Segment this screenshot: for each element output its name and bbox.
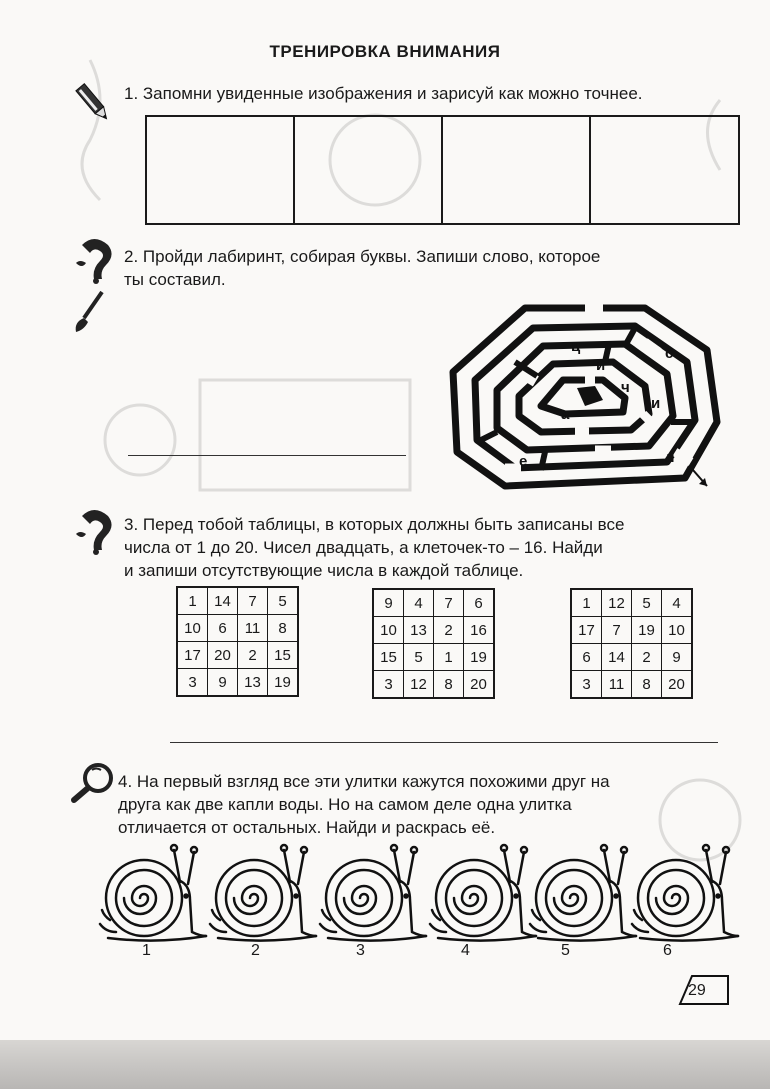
page-edge-shadow bbox=[0, 1040, 770, 1089]
maze-letter: ц bbox=[571, 338, 581, 355]
table-cell: 19 bbox=[464, 644, 495, 671]
table-cell: 11 bbox=[238, 615, 268, 642]
number-table-2 bbox=[372, 588, 495, 699]
drawing-box-3[interactable] bbox=[443, 117, 591, 223]
page-number: 29 bbox=[688, 982, 706, 999]
table-cell: 16 bbox=[464, 617, 495, 644]
table-cell: 4 bbox=[404, 589, 434, 617]
table-cell: 15 bbox=[373, 644, 404, 671]
table-cell: 14 bbox=[208, 587, 238, 615]
drawing-box-1[interactable] bbox=[147, 117, 295, 223]
table-cell: 9 bbox=[662, 644, 693, 671]
snail-number-3: 3 bbox=[356, 942, 365, 959]
snail-number-4: 4 bbox=[461, 942, 470, 959]
snail-4[interactable] bbox=[428, 840, 540, 944]
table-cell: 8 bbox=[268, 615, 299, 642]
snail-5[interactable] bbox=[528, 840, 640, 944]
drawing-box-2[interactable] bbox=[295, 117, 443, 223]
table-cell: 3 bbox=[177, 669, 208, 697]
maze-letter: е bbox=[519, 453, 528, 470]
table-cell: 5 bbox=[268, 587, 299, 615]
snail-6[interactable] bbox=[630, 840, 742, 944]
table-cell: 20 bbox=[464, 671, 495, 699]
table-cell: 5 bbox=[404, 644, 434, 671]
table-cell: 19 bbox=[632, 617, 662, 644]
snail-number-6: 6 bbox=[663, 942, 672, 959]
number-table-1 bbox=[176, 586, 299, 697]
table-cell: 10 bbox=[662, 617, 693, 644]
table-cell: 12 bbox=[404, 671, 434, 699]
table-cell: 7 bbox=[238, 587, 268, 615]
task2-text-line1: 2. Пройди лабиринт, собирая буквы. Запиши слово, которое bbox=[124, 247, 601, 266]
maze-letter: и bbox=[651, 395, 661, 412]
task2-text-line2: ты составил. bbox=[124, 270, 226, 289]
maze-letter: с bbox=[665, 345, 674, 362]
table-cell: 14 bbox=[602, 644, 632, 671]
task3-text-line3: и запиши отсутствующие числа в каждой таблице. bbox=[124, 561, 524, 580]
table-cell: 1 bbox=[571, 589, 602, 617]
table-cell: 13 bbox=[238, 669, 268, 697]
maze-letter: и bbox=[596, 357, 606, 374]
table-cell: 9 bbox=[373, 589, 404, 617]
table-cell: 10 bbox=[373, 617, 404, 644]
task3-answer-line[interactable] bbox=[170, 742, 718, 743]
table-cell: 1 bbox=[177, 587, 208, 615]
task2-answer-line[interactable] bbox=[128, 455, 406, 456]
drawing-boxes[interactable] bbox=[145, 115, 740, 225]
table-cell: 3 bbox=[373, 671, 404, 699]
table-cell: 7 bbox=[434, 589, 464, 617]
snail-number-1: 1 bbox=[142, 942, 151, 959]
maze-letter: ч bbox=[621, 379, 630, 396]
magnifier-icon bbox=[70, 760, 118, 804]
drawing-box-4[interactable] bbox=[591, 117, 738, 223]
task3-text-line2: числа от 1 до 20. Чисел двадцать, а клеточек-то – 16. Найди bbox=[124, 538, 603, 557]
table-cell: 5 bbox=[632, 589, 662, 617]
table-cell: 2 bbox=[434, 617, 464, 644]
table-cell: 17 bbox=[571, 617, 602, 644]
task4-text-line3: отличается от остальных. Найди и раскрась её. bbox=[118, 818, 496, 837]
table-cell: 12 bbox=[602, 589, 632, 617]
table-cell: 20 bbox=[208, 642, 238, 669]
table-cell: 13 bbox=[404, 617, 434, 644]
table-cell: 7 bbox=[602, 617, 632, 644]
number-table-3 bbox=[570, 588, 693, 699]
maze-letter: л bbox=[665, 449, 675, 466]
table-cell: 1 bbox=[434, 644, 464, 671]
table-cell: 6 bbox=[208, 615, 238, 642]
brush-icon bbox=[72, 290, 108, 334]
pencil-icon bbox=[74, 82, 114, 124]
table-cell: 2 bbox=[238, 642, 268, 669]
table-cell: 8 bbox=[434, 671, 464, 699]
table-cell: 15 bbox=[268, 642, 299, 669]
snail-2[interactable] bbox=[208, 840, 320, 944]
snail-number-2: 2 bbox=[251, 942, 260, 959]
task4-text-line2: друга как две капли воды. Но на самом деле одна улитка bbox=[118, 795, 572, 814]
table-cell: 17 bbox=[177, 642, 208, 669]
table-cell: 11 bbox=[602, 671, 632, 699]
table-cell: 3 bbox=[571, 671, 602, 699]
task1-text: 1. Запомни увиденные изображения и зарисуй как можно точнее. bbox=[124, 84, 643, 103]
snail-1[interactable] bbox=[98, 840, 210, 944]
page-title: ТРЕНИРОВКА ВНИМАНИЯ bbox=[269, 42, 501, 61]
question-head-icon bbox=[72, 237, 116, 285]
table-cell: 6 bbox=[464, 589, 495, 617]
table-cell: 19 bbox=[268, 669, 299, 697]
table-cell: 2 bbox=[632, 644, 662, 671]
maze[interactable] bbox=[445, 302, 725, 494]
snail-number-5: 5 bbox=[561, 942, 570, 959]
table-cell: 6 bbox=[571, 644, 602, 671]
table-cell: 10 bbox=[177, 615, 208, 642]
task3-text-line1: 3. Перед тобой таблицы, в которых должны быть записаны все bbox=[124, 515, 625, 534]
question-head-icon bbox=[72, 508, 116, 556]
task4-text-line1: 4. На первый взгляд все эти улитки кажутся похожими друг на bbox=[118, 772, 610, 791]
table-cell: 9 bbox=[208, 669, 238, 697]
table-cell: 8 bbox=[632, 671, 662, 699]
snail-3[interactable] bbox=[318, 840, 430, 944]
table-cell: 20 bbox=[662, 671, 693, 699]
maze-letter: а bbox=[561, 406, 570, 423]
table-cell: 4 bbox=[662, 589, 693, 617]
